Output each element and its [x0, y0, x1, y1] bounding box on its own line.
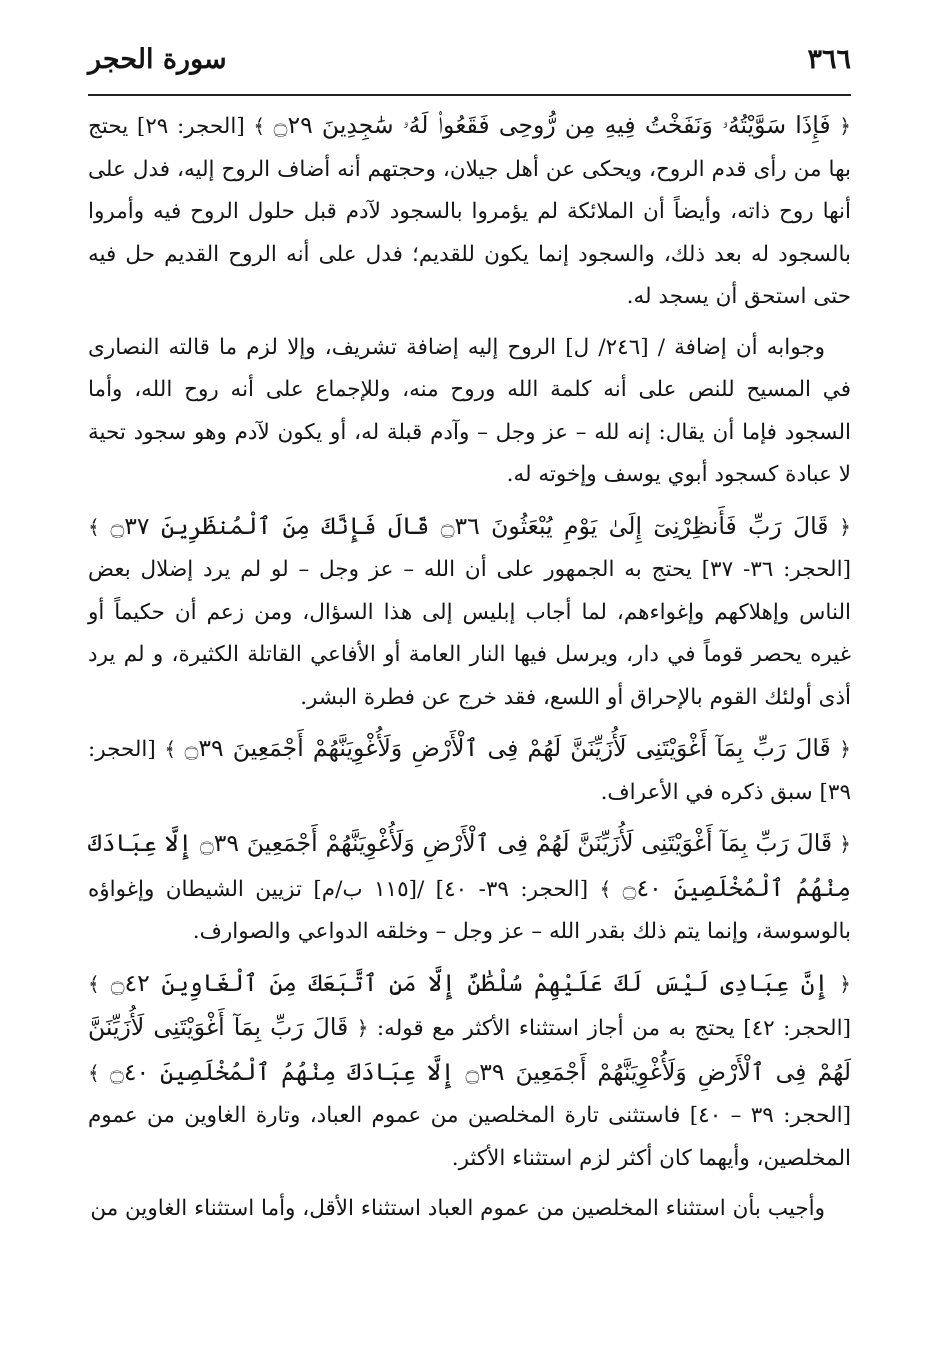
- ayah-open-bracket: ﴿: [839, 114, 851, 138]
- verse-reference: [الحجر: ٢٩]: [136, 114, 245, 139]
- commentary-text: /[١١٥ ب/م] تزيين الشيطان وإغواؤه بالوسوسة، وإنما يتم ذلك بقدر الله – عز وجل – وخلقه الدواعي والصوارف.: [88, 876, 851, 944]
- header-rule: [88, 94, 851, 96]
- quran-verse: قَالَ رَبِّ بِمَآ أَغْوَيْتَنِى لَأُزَيِّنَنَّ لَهُمْ فِى ٱلْأَرْضِ وَلَأُغْوِيَنَّهُمْ أَجْمَعِينَ ۝٣٩: [184, 734, 831, 762]
- page-number: ٣٦٦: [807, 44, 851, 75]
- paragraph-answer: [88, 327, 851, 497]
- ayah-close-bracket: ﴾: [88, 514, 100, 539]
- commentary-text: وجوابه أن إضافة / [٢٤٦/ ل] الروح إليه إضافة تشريف، وإلا لزم ما قالته النصارى في المسيح للنص على أنه كلمة الله وروح منه، وللإجماع على أنه روح الله، وأما السجود فإما أن يقال: إنه لله – عز وجل – وآدم قبلة له، أو يكون لآدم وهو سجود تحية لا عبادة كسجود أبوي يوسف وإخوته له.: [88, 334, 851, 487]
- quran-verse: قَالَ رَبِّ بِمَآ أَغْوَيْتَنِى لَأُزَيِّنَنَّ لَهُمْ فِى ٱلْأَرْضِ وَلَأُغْوِيَنَّهُمْ أَجْمَعِينَ ۝٣٩ إِلَّا عِبَادَكَ مِنْهُمُ ٱلْمُخْلَصِينَ ۝٤٠: [88, 829, 851, 902]
- quran-verse: فَإِذَا سَوَّيْتُهُۥ وَنَفَخْتُ فِيهِ مِن رُّوحِى فَقَعُوا۟ لَهُۥ سَٰجِدِينَ ۝٢٩: [273, 111, 831, 139]
- paragraph-ayah-39-40: [88, 822, 851, 954]
- verse-reference: [الحجر: ٣٩ – ٤٠]: [689, 1103, 851, 1128]
- commentary-text: سبق ذكره في الأعراف.: [600, 779, 813, 805]
- ayah-close-bracket: ﴾: [88, 1060, 100, 1085]
- quran-verse-cited: قَالَ رَبِّ بِمَآ أَغْوَيْتَنِى لَأُزَيِّنَنَّ لَهُمْ فِى ٱلْأَرْضِ وَلَأُغْوِيَنَّهُمْ أَجْمَعِينَ ۝٣٩ إِلَّا عِبَادَكَ مِنْهُمُ ٱلْمُخْلَصِينَ ۝٤٠: [88, 1013, 851, 1086]
- commentary-text: يحتج به الجمهور على أن الله – عز وجل – لو لم يرد إضلال بعض الناس وإهلاكهم وإغواءهم، لما أجاب إبليس إلى هذا السؤال، ومن زعم أن حكيماً أو غيره يحصر قوماً في دار، ويرسل فيها النار العامة أو الأفاعي القاتلة الكثيرة، و لم يرد أذى أولئك القوم بالإحراق أو اللسع، فقد خرج عن فطرة البشر.: [88, 557, 851, 710]
- ayah-close-bracket: ﴾: [599, 876, 612, 901]
- ayah-close-bracket: ﴾: [253, 114, 266, 138]
- commentary-text: يحتج بها من رأى قدم الروح، ويحكى عن أهل جيلان، وحجتهم أنه أضاف الروح إليه، فدل على أنها روح ذاته، وأيضاً أن الملائكة لم يؤمروا بالسجود لآدم قبل حلول الروح فيه وأمروا بالسجود له بعد ذلك، والسجود إنما يكون للقديم؛ فدل على أنه الروح القديم حل فيه حتى استحق أن يسجد له.: [88, 114, 851, 309]
- ayah-open-bracket: ﴿: [839, 514, 852, 539]
- page-header: [88, 40, 851, 92]
- ayah-open-bracket: ﴿: [356, 1016, 369, 1040]
- quran-verse: قَالَ رَبِّ فَأَنظِرْنِىٓ إِلَىٰ يَوْمِ يُبْعَثُونَ ۝٣٦ قَالَ فَإِنَّكَ مِنَ ٱلْمُنظَرِينَ ۝٣٧: [110, 511, 829, 540]
- surah-title: سورة الحجر: [88, 44, 227, 75]
- verse-reference: [الحجر: ٣٩]: [88, 737, 851, 805]
- ayah-open-bracket: ﴿: [839, 832, 852, 856]
- ayah-close-bracket: ﴾: [164, 737, 177, 761]
- ayah-open-bracket: ﴿: [839, 971, 851, 996]
- commentary-text: وأجيب بأن استثناء المخلصين من عموم العباد استثناء الأقل، وأما استثناء الغاوين من: [90, 1196, 825, 1221]
- quran-verse: إِنَّ عِبَادِى لَيْسَ لَكَ عَلَيْهِمْ سُلْطَٰنٌ إِلَّا مَنِ ٱتَّبَعَكَ مِنَ ٱلْغَاوِينَ ۝٤٢: [110, 968, 829, 997]
- paragraph-ayah-39: [88, 727, 851, 814]
- paragraph-ayah-36-37: [88, 505, 851, 720]
- ayah-open-bracket: ﴿: [839, 737, 851, 761]
- verse-reference: [الحجر: ٣٩- ٤٠]: [435, 876, 589, 902]
- commentary-text: يحتج به من أجاز استثناء الأكثر مع قوله:: [376, 1016, 735, 1041]
- paragraph-ayah-42: [88, 962, 851, 1181]
- ayah-close-bracket: ﴾: [88, 971, 100, 996]
- book-page: [88, 40, 851, 1331]
- paragraph-answer-2: [88, 1188, 851, 1231]
- verse-reference: [الحجر: ٤٢]: [743, 1016, 851, 1041]
- commentary-text: فاستثنى تارة المخلصين من عموم العباد، وتارة الغاوين من عموم المخلصين، وأيهما كان أكثر لزم استثناء الأكثر.: [88, 1103, 851, 1171]
- paragraph-ayah-29: [88, 104, 851, 319]
- verse-reference: [الحجر: ٣٦- ٣٧]: [701, 557, 851, 582]
